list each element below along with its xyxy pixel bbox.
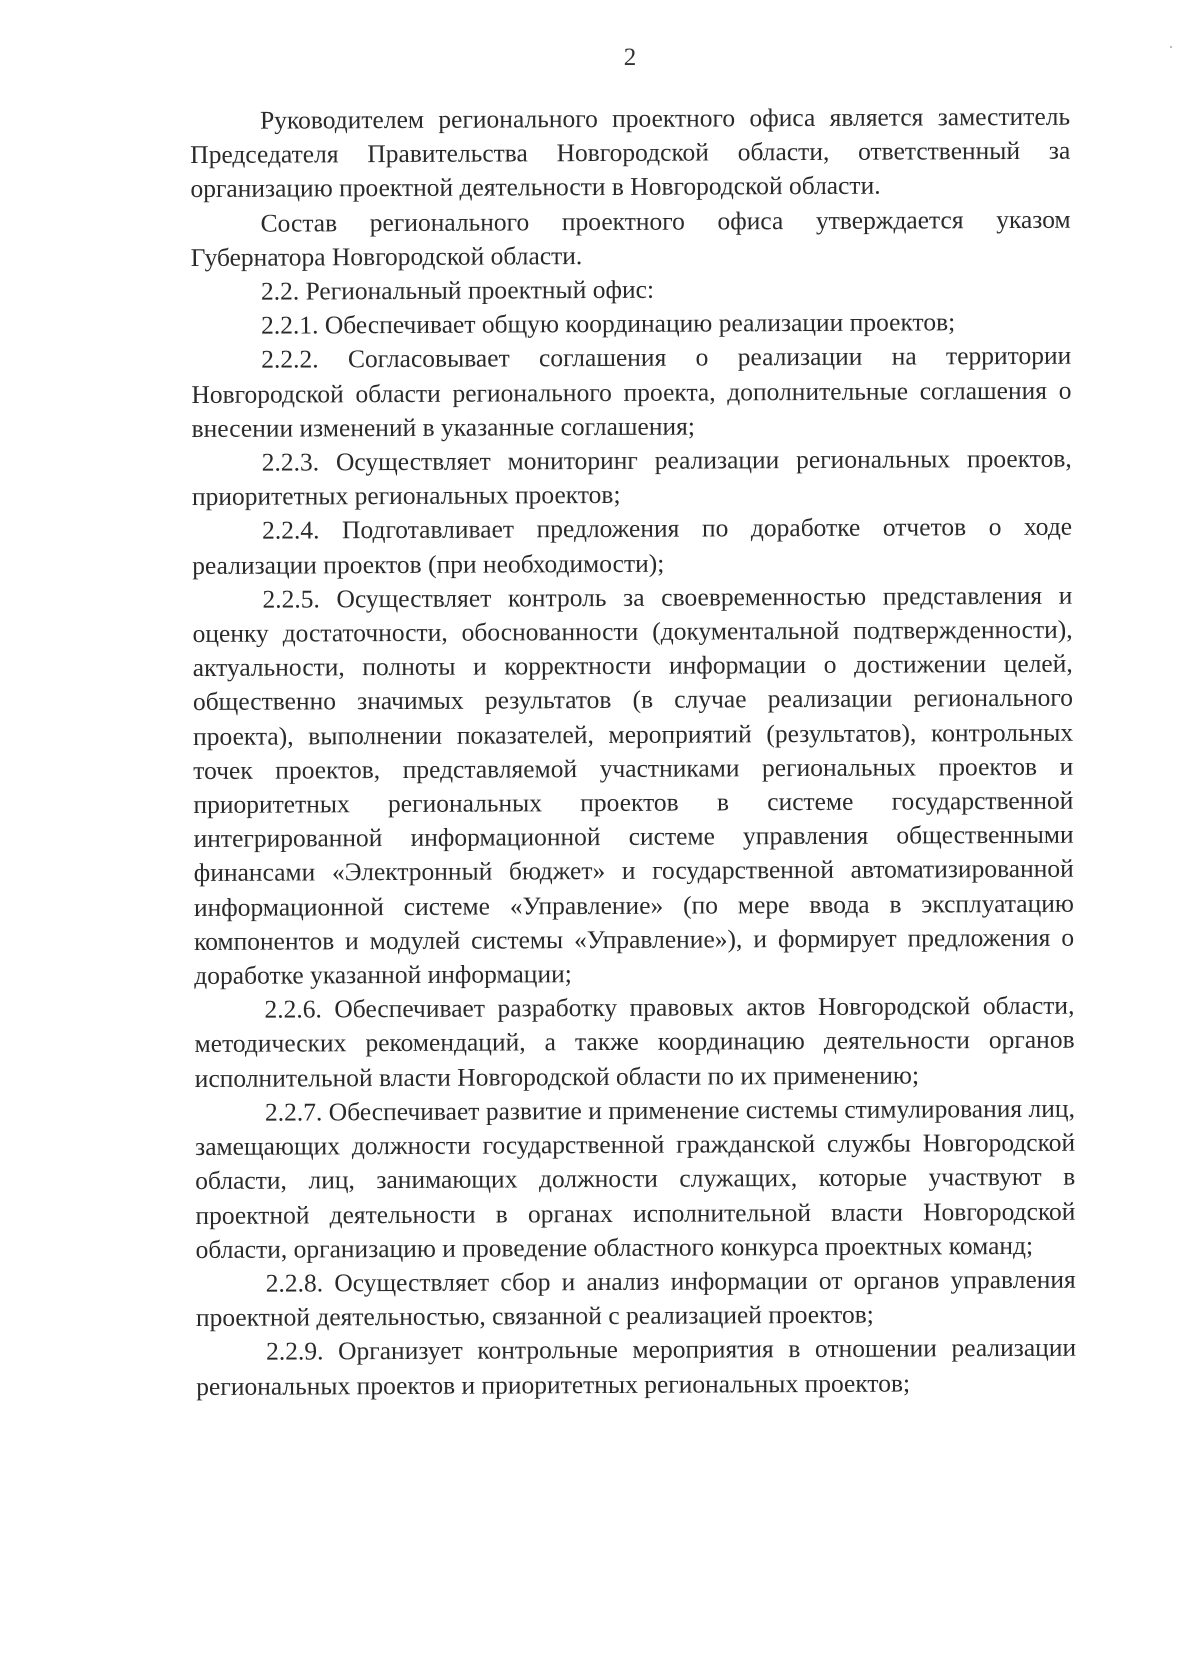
paragraph-office-composition: Состав регионального проектного офиса утверждается указом Губернатора Новгородской области. [190, 204, 1071, 272]
document-body [190, 100, 1076, 1404]
paragraph-head-of-office: Руководителем регионального проектного офиса является заместитель Председателя Правительства Новгородской области, ответственный за организацию проектной деятельности в Новгородской области. [190, 101, 1071, 204]
paragraph-2-2-4: 2.2.4. Подготавливает предложения по доработке отчетов о ходе реализации проектов (при необходимости); [192, 512, 1073, 580]
paragraph-2-2-2: 2.2.2. Согласовывает соглашения о реализации на территории Новгородской области регионального проекта, дополнительные соглашения о внесении изменений в указанные соглашения; [191, 341, 1072, 443]
paragraph-2-2-9: 2.2.9. Организует контрольные мероприятия в отношении реализации региональных проектов и приоритетных региональных проектов; [196, 1332, 1077, 1401]
paragraph-2-2-3: 2.2.3. Осуществляет мониторинг реализации региональных проектов, приоритетных региональных проектов; [191, 443, 1072, 512]
paragraph-2-2: 2.2. Региональный проектный офис: [260, 274, 655, 306]
paragraph-2-2-5: 2.2.5. Осуществляет контроль за своевременностью представления и оценку достаточности, обоснованности (документальной подтвержденности), актуальности, полноты и корректности информации о достижении целей, общественно значимых результатов (в случае реализации регионального проекта), выполнении показателей, мероприятий (результатов), контрольных точек проектов, представляемой участниками региональных проектов и приоритетных региональных проектов в системе государственной интегрированной информационной системе управления общественными финансами «Электронный бюджет» и государственной автоматизированной информационной системе «Управление» (по мере ввода в эксплуатацию компонентов и модулей системы «Управление»), и формирует предложения о доработке указанной информации; [192, 580, 1075, 991]
paragraph-2-2-1: 2.2.1. Обеспечивает общую координацию реализации проектов; [261, 307, 956, 340]
paragraph-2-2-8: 2.2.8. Осуществляет сбор и анализ информации от органов управления проектной деятельностью, связанной с реализацией проектов; [195, 1264, 1076, 1333]
page-number: 2 [623, 44, 637, 71]
paragraph-2-2-7: 2.2.7. Обеспечивает развитие и применение системы стимулирования лиц, замещающих должности государственной гражданской службы Новгородской области, лиц, занимающих должности служащих, которые участвуют в проектной деятельности в органах исполнительной власти Новгородской области, организацию и проведение областного конкурса проектных команд; [195, 1093, 1076, 1264]
scan-speck [1170, 46, 1172, 48]
paragraph-2-2-6: 2.2.6. Обеспечивает разработку правовых актов Новгородской области, методических рекомендаций, а также координацию деятельности органов исполнительной власти Новгородской области по их применению; [194, 990, 1075, 1093]
